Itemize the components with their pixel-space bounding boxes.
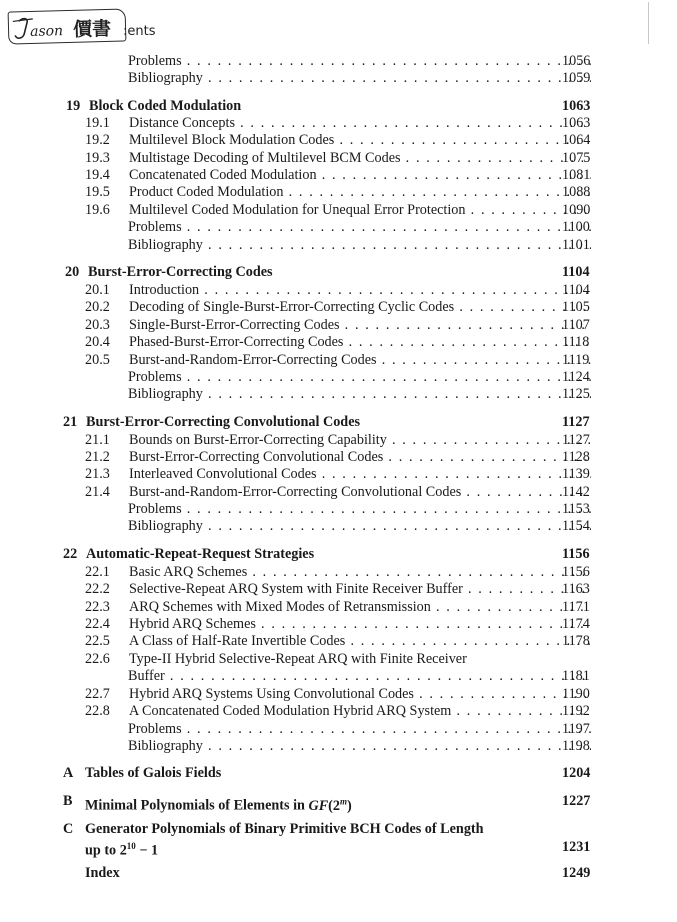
toc-section-row — [85, 298, 591, 316]
toc-page-number: 1127 — [562, 414, 590, 430]
toc-entry-title: Problems . . . — [128, 368, 591, 386]
toc-section-row — [85, 580, 591, 598]
toc-page-number: 1139 — [562, 466, 590, 482]
toc-page-number: 1156 — [562, 564, 590, 580]
toc-section-row — [85, 316, 591, 334]
toc-entry-title: Multilevel Block Modulation Codes . . . — [129, 131, 591, 149]
toc-chapter-heading — [57, 263, 591, 281]
toc-appendix-heading — [63, 792, 591, 814]
toc-page-number: 1198 — [562, 738, 590, 754]
toc-entry-title: Decoding of Single-Burst-Error-Correcting Cyclic Codes . . . — [129, 298, 591, 316]
section-number: 22.5 — [85, 633, 110, 649]
toc-entry-title: Hybrid ARQ Schemes . . . — [129, 615, 591, 633]
toc-entry-title: Problems . . . — [128, 52, 591, 70]
toc-bibliography-row — [128, 517, 591, 535]
toc-section-row — [85, 685, 591, 703]
toc-entry-title: Bibliography . . . — [128, 236, 591, 254]
toc-entry-title: Burst-and-Random-Error-Correcting Convolutional Codes . . . — [129, 483, 591, 501]
toc-page-number: 1090 — [562, 202, 591, 218]
toc-section-row — [85, 281, 591, 299]
toc-entry-title: Phased-Burst-Error-Correcting Codes . . . — [129, 333, 591, 351]
toc-entry-title: Concatenated Coded Modulation . . . — [129, 166, 591, 184]
toc-entry-title: A Concatenated Coded Modulation Hybrid ARQ System . . . — [129, 702, 591, 720]
section-number: 22.1 — [85, 564, 110, 580]
toc-section-row — [85, 431, 591, 449]
toc-entry-title: Problems . . . — [128, 218, 591, 236]
toc-page-number: 1119 — [562, 352, 590, 368]
toc-chapter-heading — [55, 545, 591, 563]
toc-entry-title: Multilevel Coded Modulation for Unequal Error Protection . . . — [129, 201, 591, 219]
toc-appendix-heading — [63, 764, 591, 782]
toc-bibliography-row — [128, 236, 591, 254]
appendix-title-math: GF(2$^m$) — [308, 796, 352, 814]
section-number: 21.1 — [85, 432, 110, 448]
section-number: 19.5 — [85, 184, 110, 200]
toc-appendix-title-continued: up to $2^{10} - 1$ — [85, 841, 159, 859]
section-number: 22.6 — [85, 651, 110, 667]
chapter-number: 19 — [66, 98, 81, 114]
toc-problems-row — [128, 368, 591, 386]
chapter-title: Burst-Error-Correcting Codes — [88, 264, 273, 280]
section-number: 21.4 — [85, 484, 110, 500]
toc-section-row — [85, 563, 591, 581]
running-head: :ents — [123, 24, 156, 39]
section-number: 20.1 — [85, 282, 110, 298]
toc-page-number: 1124 — [562, 369, 590, 385]
appendix-title — [85, 792, 352, 815]
toc-section-row — [85, 650, 591, 668]
toc-appendix-heading — [63, 820, 591, 838]
toc-chapter-heading — [58, 97, 591, 115]
toc-entry-title: Bibliography . . . — [128, 385, 591, 403]
toc-page-number: 1181 — [562, 668, 590, 684]
toc-section-row — [85, 149, 591, 167]
section-number: 19.1 — [85, 115, 110, 131]
publisher-stamp — [8, 8, 127, 44]
toc-index-heading — [85, 864, 591, 882]
toc-section-row — [85, 598, 591, 616]
chapter-title: Block Coded Modulation — [89, 98, 242, 114]
toc-page-number: 1104 — [562, 282, 590, 298]
toc-entry-title: Bibliography . . . — [128, 517, 591, 535]
toc-entry-title: Bibliography . . . — [128, 737, 591, 755]
toc-page-number: 1171 — [562, 599, 590, 615]
toc-page-number: 1174 — [562, 616, 590, 632]
toc-page-number: 1128 — [562, 449, 590, 465]
page-edge-line — [648, 2, 649, 44]
section-number: 22.3 — [85, 599, 110, 615]
toc-page-number: 1178 — [562, 633, 590, 649]
chapter-number: 21 — [63, 414, 78, 430]
toc-entry-title: Multistage Decoding of Multilevel BCM Codes . . . — [129, 149, 591, 167]
toc-entry-title: A Class of Half-Rate Invertible Codes . . . — [129, 632, 591, 650]
toc-entry-title: Type-II Hybrid Selective-Repeat ARQ with Finite Receiver — [129, 651, 467, 667]
toc-entry-title: ARQ Schemes with Mixed Modes of Retransmission . . . — [129, 598, 591, 616]
toc-section-row — [85, 465, 591, 483]
toc-page-number: 1075 — [562, 150, 591, 166]
section-number: 20.4 — [85, 334, 110, 350]
appendix-letter: C — [63, 821, 74, 837]
toc-section-row — [85, 351, 591, 369]
toc-entry-title: Problems . . . — [128, 720, 591, 738]
section-number: 22.4 — [85, 616, 110, 632]
toc-page-number: 1118 — [562, 334, 590, 350]
chapter-title: Burst-Error-Correcting Convolutional Codes — [86, 414, 361, 430]
toc-section-row — [85, 483, 591, 501]
appendix-title: Tables of Galois Fields — [85, 765, 222, 781]
toc-page-number: 1153 — [562, 501, 590, 517]
toc-page-number: 1063 — [562, 98, 591, 114]
toc-section-row — [85, 632, 591, 650]
toc-entry-title: Hybrid ARQ Systems Using Convolutional Codes . . . — [129, 685, 591, 703]
toc-page-number: 1125 — [562, 386, 590, 402]
appendix-letter: B — [63, 793, 73, 809]
toc-section-row — [85, 114, 591, 132]
toc-page-number: 1156 — [562, 546, 590, 562]
chapter-title: Automatic-Repeat-Request Strategies — [86, 546, 315, 562]
toc-problems-row — [128, 218, 591, 236]
toc-problems-row — [128, 52, 591, 70]
chapter-number: 22 — [63, 546, 78, 562]
toc-page-number: 1056 — [562, 53, 591, 69]
toc-page-number: 1100 — [562, 219, 590, 235]
section-number: 20.5 — [85, 352, 110, 368]
toc-page-number: 1163 — [562, 581, 590, 597]
toc-page-number: 1104 — [562, 264, 590, 280]
toc-entry-title: Product Coded Modulation . . . — [129, 183, 591, 201]
toc-entry-title: Interleaved Convolutional Codes . . . — [129, 465, 591, 483]
index-title: Index — [85, 865, 120, 881]
section-number: 20.2 — [85, 299, 110, 315]
toc-page-number: 1197 — [562, 721, 590, 737]
toc-section-row — [85, 448, 591, 466]
toc-section-row — [85, 131, 591, 149]
section-number: 22.2 — [85, 581, 110, 597]
toc-page-number: 1127 — [562, 432, 590, 448]
toc-page-number: 1249 — [562, 865, 591, 881]
toc-page-number: 1142 — [562, 484, 590, 500]
appendix-title-text: Minimal Polynomials of Elements in — [85, 797, 309, 814]
toc-chapter-heading — [55, 413, 591, 431]
toc-section-row — [85, 166, 591, 184]
section-number: 19.2 — [85, 132, 110, 148]
toc-problems-row — [128, 720, 591, 738]
section-number: 21.3 — [85, 466, 110, 482]
section-number: 19.4 — [85, 167, 110, 183]
svg-text:價書: 價書 — [72, 17, 112, 41]
toc-page-number: 1101 — [562, 237, 590, 253]
toc-entry-title-continued: Buffer . . . — [128, 667, 591, 685]
toc-page-number: 1192 — [562, 703, 590, 719]
svg-text:ason: ason — [29, 23, 64, 40]
toc-page-number: 1231 — [562, 839, 591, 855]
toc-page-number: 1190 — [562, 686, 590, 702]
toc-bibliography-row — [128, 385, 591, 403]
toc-entry-title: Introduction . . . — [129, 281, 591, 299]
toc-page-number: 1154 — [562, 518, 590, 534]
toc-entry-title: Problems . . . — [128, 500, 591, 518]
section-number: 22.8 — [85, 703, 110, 719]
toc-entry-title: Basic ARQ Schemes . . . — [129, 563, 591, 581]
toc-problems-row — [128, 500, 591, 518]
toc-page-number: 1107 — [562, 317, 590, 333]
toc-page-number: 1059 — [562, 70, 591, 86]
toc-entry-title: Distance Concepts . . . — [129, 114, 591, 132]
toc-page-number: 1105 — [562, 299, 590, 315]
appendix-letter: A — [63, 765, 74, 781]
toc-section-row — [85, 615, 591, 633]
toc-page-number: 1063 — [562, 115, 591, 131]
toc-page-number: 1204 — [562, 765, 591, 781]
toc-section-row — [85, 333, 591, 351]
toc-section-continuation — [128, 667, 591, 685]
toc-entry-title: Burst-Error-Correcting Convolutional Codes . . . — [129, 448, 591, 466]
toc-entry-title: Burst-and-Random-Error-Correcting Codes . . . — [129, 351, 591, 369]
toc-page-number: 1088 — [562, 184, 591, 200]
toc-bibliography-row — [128, 737, 591, 755]
toc-page-number: 1227 — [562, 793, 591, 809]
section-number: 21.2 — [85, 449, 110, 465]
toc-entry-title: Bounds on Burst-Error-Correcting Capability . . . — [129, 431, 591, 449]
toc-section-row — [85, 183, 591, 201]
section-number: 22.7 — [85, 686, 110, 702]
toc-section-row — [85, 201, 591, 219]
section-number: 19.6 — [85, 202, 110, 218]
toc-entry-title: Single-Burst-Error-Correcting Codes . . . — [129, 316, 591, 334]
toc-entry-title: Selective-Repeat ARQ System with Finite Receiver Buffer . . . — [129, 580, 591, 598]
stamp-logo-icon — [9, 9, 126, 43]
toc-page-number: 1081 — [562, 167, 591, 183]
toc-bibliography-row — [128, 69, 591, 87]
appendix-title: Generator Polynomials of Binary Primitive BCH Codes of Length — [85, 821, 484, 837]
section-number: 20.3 — [85, 317, 110, 333]
toc-appendix-page-row — [63, 838, 591, 856]
toc-page-number: 1064 — [562, 132, 591, 148]
section-number: 19.3 — [85, 150, 110, 166]
toc-section-row — [85, 702, 591, 720]
chapter-number: 20 — [65, 264, 80, 280]
toc-entry-title: Bibliography . . . — [128, 69, 591, 87]
